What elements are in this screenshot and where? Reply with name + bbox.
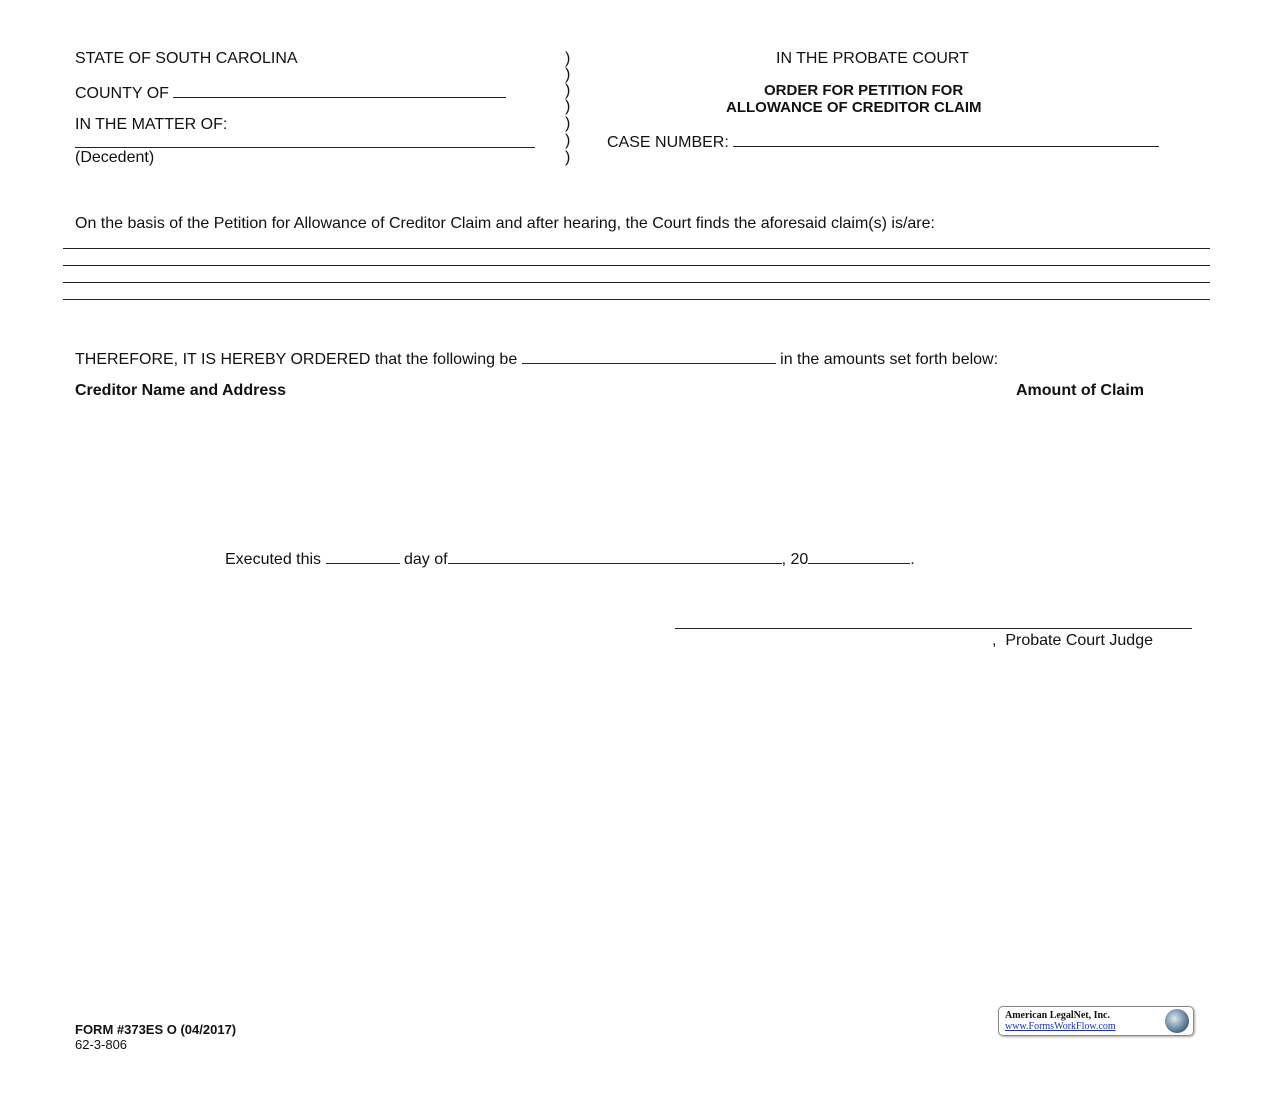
executed-end: . xyxy=(910,551,915,568)
decedent-label: (Decedent) xyxy=(75,149,155,166)
order-text xyxy=(75,349,998,369)
county-label xyxy=(75,83,506,103)
judge-label xyxy=(992,632,1153,650)
judge-signature-row xyxy=(675,614,1192,634)
executed-prefix: Executed this xyxy=(225,551,322,568)
logo-name: American LegalNet, Inc. xyxy=(1005,1010,1110,1021)
matter-label: IN THE MATTER OF: xyxy=(75,116,228,133)
decedent-field[interactable] xyxy=(75,133,535,148)
case-number-field[interactable] xyxy=(733,132,1159,147)
order-text-before: THEREFORE, IT IS HEREBY ORDERED that the following be xyxy=(75,351,518,368)
amount-column-header: Amount of Claim xyxy=(1016,382,1144,399)
american-legalnet-logo[interactable] xyxy=(998,1006,1194,1036)
paren: ) xyxy=(565,132,571,149)
executed-year-label: , 20 xyxy=(781,551,809,568)
state-label: STATE OF SOUTH CAROLINA xyxy=(75,50,298,67)
logo-url[interactable]: www.FormsWorkFlow.com xyxy=(1005,1021,1116,1032)
executed-line xyxy=(225,549,915,569)
paren: ) xyxy=(565,149,571,166)
paren: ) xyxy=(565,82,571,99)
findings-line[interactable] xyxy=(63,248,1210,249)
year-field[interactable] xyxy=(808,549,910,564)
county-field[interactable] xyxy=(173,83,506,98)
executed-day-label: day of xyxy=(403,551,448,568)
order-action-field[interactable] xyxy=(522,349,776,364)
creditor-column-header: Creditor Name and Address xyxy=(75,382,287,399)
findings-text: On the basis of the Petition for Allowance of Creditor Claim and after hearing, the Court finds the aforesaid claim(s) is/are: xyxy=(75,215,935,232)
judge-separator: , xyxy=(992,632,997,649)
paren: ) xyxy=(565,115,571,132)
form-title-line1: ORDER FOR PETITION FOR xyxy=(764,82,964,99)
case-number-text: CASE NUMBER: xyxy=(607,134,729,151)
findings-line[interactable] xyxy=(63,299,1210,300)
form-number: FORM #373ES O (04/2017) xyxy=(75,1022,237,1037)
court-label: IN THE PROBATE COURT xyxy=(776,50,969,67)
county-label-text: COUNTY OF xyxy=(75,85,169,102)
paren: ) xyxy=(565,66,571,83)
day-field[interactable] xyxy=(326,549,400,564)
case-number-label xyxy=(607,132,1159,152)
statute-number: 62-3-806 xyxy=(75,1037,128,1052)
paren: ) xyxy=(565,50,571,67)
findings-line[interactable] xyxy=(63,282,1210,283)
form-title-line2: ALLOWANCE OF CREDITOR CLAIM xyxy=(726,99,982,116)
paren: ) xyxy=(565,98,571,115)
globe-icon xyxy=(1165,1009,1189,1033)
month-field[interactable] xyxy=(448,549,782,564)
judge-signature-field[interactable] xyxy=(675,614,1192,629)
findings-line[interactable] xyxy=(63,265,1210,266)
order-text-after: in the amounts set forth below: xyxy=(780,351,999,368)
judge-label-text: Probate Court Judge xyxy=(1005,632,1153,649)
